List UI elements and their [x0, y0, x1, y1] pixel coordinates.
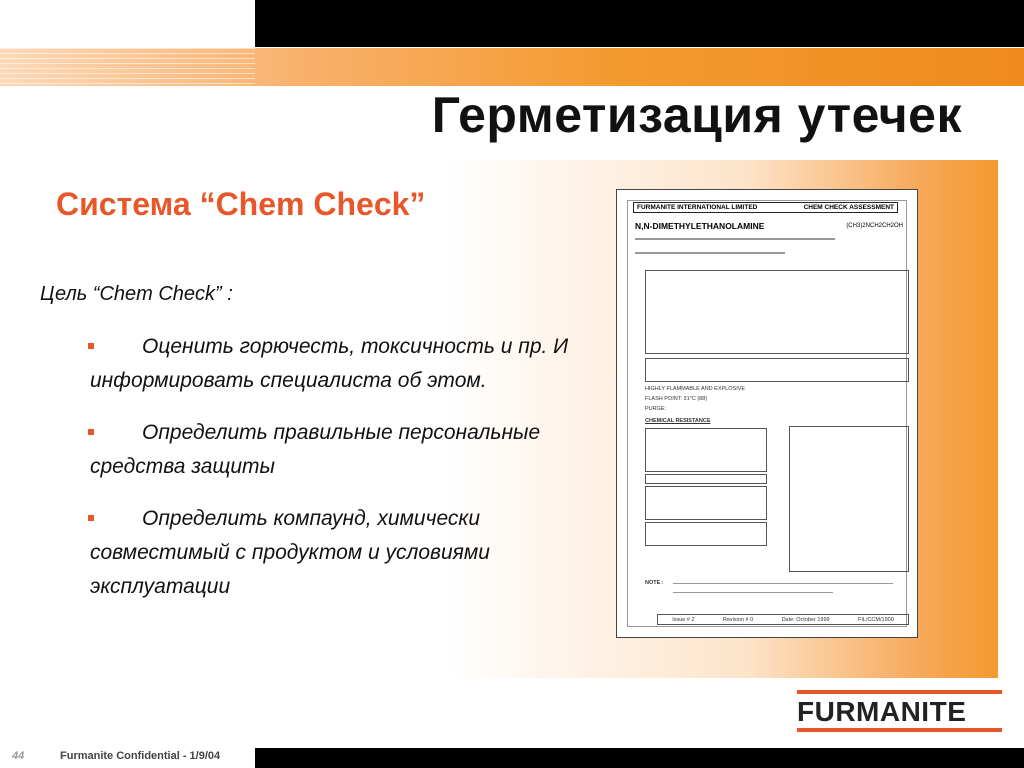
bullet-item: Определить правильные персональные средства защиты: [90, 421, 541, 478]
bullet-icon: [88, 429, 94, 435]
page-number: 44: [12, 750, 25, 762]
goal-label: Цель “Chem Check” :: [40, 283, 233, 305]
bullet-item: Определить компаунд, химически совместимый с продуктом и условиями эксплуатации: [90, 507, 490, 598]
footer-confidential: Furmanite Confidential - 1/9/04: [60, 750, 221, 762]
document-exposure-table: [645, 358, 909, 382]
document-header: FURMANITE INTERNATIONAL LIMITED CHEM CHECK ASSESSMENT: [633, 202, 898, 213]
bullet-list: [90, 330, 600, 622]
document-resistance-list: [789, 426, 909, 572]
top-black-bar: [255, 0, 1024, 47]
bullet-icon: [88, 515, 94, 521]
logo-top-bar: [797, 690, 1002, 694]
chem-check-document-image: FURMANITE INTERNATIONAL LIMITED CHEM CHECK ASSESSMENT N,N-DIMETHYLETHANOLAMINE (CH3)2NCH2CH2OH HIGHLY FLAMMABLE AND EXPLOSIVE FLASH POINT: 31°C (88) PURGE: CHEMICAL RESISTANCE NOTE : Issue # 2 Revision # 0 Date: October 1999 FIL/CCM/1900: [616, 189, 918, 638]
footer-black-bar: [255, 748, 1024, 768]
logo-bottom-bar: [797, 728, 1002, 732]
document-symptoms-table: [645, 270, 909, 354]
header-orange-band: [0, 48, 1024, 86]
furmanite-logo: FURMANITE: [797, 696, 967, 727]
document-chemical-name: N,N-DIMETHYLETHANOLAMINE: [635, 221, 765, 231]
slide-subtitle: Система “Chem Check”: [56, 186, 426, 222]
slide-title: Герметизация утечек: [431, 87, 962, 143]
document-footer-table: Issue # 2 Revision # 0 Date: October 1999 FIL/CCM/1900: [657, 614, 909, 625]
document-formula: (CH3)2NCH2CH2OH: [846, 223, 903, 229]
bullet-item: Оценить горючесть, токсичность и пр. И информировать специалиста об этом.: [90, 335, 569, 392]
bullet-icon: [88, 343, 94, 349]
